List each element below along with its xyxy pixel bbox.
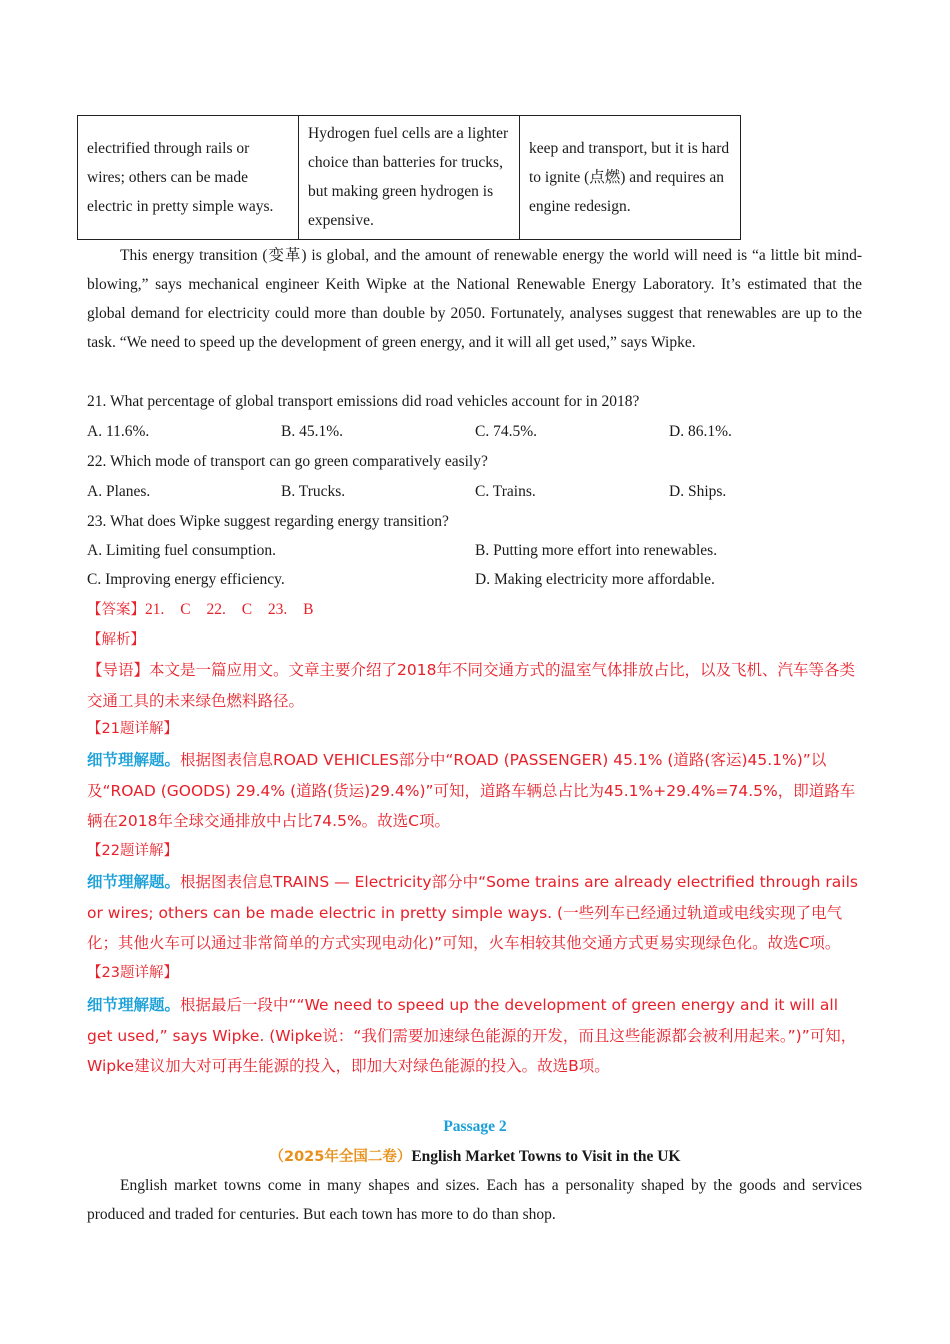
q21-option-a: A. 11.6%. (87, 423, 150, 440)
passage2-source: （2025年全国二卷） (269, 1149, 412, 1165)
answer-text: 21. C 22. C 23. B (145, 601, 314, 618)
transport-table (77, 115, 741, 240)
answer-line (87, 595, 862, 625)
detail-23-text: 根据最后一段中““We need to speed up the development of green energy and it will all get used,” says Wipke. (Wipke说：“我们需要加速绿色能源的开发，而且这些能源都会被利用起来。”)”可知，Wipke建议加大对可再生能源的投入，即加大对绿色能源的投入。故选B项。 (87, 996, 857, 1075)
detail-23-type: 细节理解题。 (87, 996, 181, 1014)
guide-paragraph (87, 655, 862, 716)
detail-22-type: 细节理解题。 (87, 873, 181, 891)
detail-22-label: 【22题详解】 (87, 843, 178, 859)
question-21: 21. What percentage of global transport emissions did road vehicles account for in 2018? (87, 393, 640, 410)
q23-option-c: C. Improving energy efficiency. (87, 571, 285, 588)
passage2-heading: Passage 2 (443, 1118, 507, 1135)
q23-option-a: A. Limiting fuel consumption. (87, 542, 276, 559)
question-22: 22. Which mode of transport can go green comparatively easily? (87, 453, 488, 470)
table-cell-ships: keep and transport, but it is hard to ignite (点燃) and requires an engine redesign. (520, 116, 741, 240)
q21-option-b: B. 45.1%. (281, 423, 343, 440)
q22-option-c: C. Trains. (475, 483, 536, 500)
question-23: 23. What does Wipke suggest regarding energy transition? (87, 513, 449, 530)
guide-text: 本文是一篇应用文。文章主要介绍了2018年不同交通方式的温室气体排放占比，以及飞机、汽车等各类交通工具的未来绿色燃料路径。 (87, 661, 855, 710)
analysis-label: 【解析】 (87, 632, 145, 648)
detail-23-label: 【23题详解】 (87, 965, 178, 981)
table-cell-trucks: Hydrogen fuel cells are a lighter choice than batteries for trucks, but making green hydrogen is expensive. (299, 116, 520, 240)
answer-label: 【答案】 (87, 602, 145, 618)
table-cell-trains: electrified through rails or wires; others can be made electric in pretty simple ways. (78, 116, 299, 240)
passage1-paragraph: This energy transition (变革) is global, and the amount of renewable energy the world will need is “a little bit mind-blowing,” says mechanical engineer Keith Wipke at the National Renewable Energy Laboratory. It’s estimated that the global demand for electricity could more than double by 2050. Fortunately, analyses suggest that renewables are up to the task. “We need to speed up the development of green energy, and it will all get used,” says Wipke. (87, 247, 862, 351)
table-row (78, 116, 741, 240)
detail-23-paragraph (87, 990, 862, 1082)
q21-option-c: C. 74.5%. (475, 423, 537, 440)
guide-label: 【导语】 (87, 661, 150, 679)
passage2-title-line (0, 1142, 950, 1172)
detail-21-paragraph (87, 745, 862, 837)
q22-option-a: A. Planes. (87, 483, 151, 500)
q22-option-d: D. Ships. (669, 483, 727, 500)
passage2-title: English Market Towns to Visit in the UK (411, 1148, 681, 1165)
passage2-paragraph: English market towns come in many shapes and sizes. Each has a personality shaped by the goods and services produced and traded for centuries. But each town has more to do than shop. (87, 1177, 862, 1223)
detail-21-text: 根据图表信息ROAD VEHICLES部分中“ROAD (PASSENGER) 45.1% (道路(客运)45.1%)”以及“ROAD (GOODS) 29.4% (道路(货运)29.4%)”可知，道路车辆总占比为45.1%+29.4%=74.5%，即道路车辆在2018年全球交通排放中占比74.5%。故选C项。 (87, 751, 856, 830)
q22-option-b: B. Trucks. (281, 483, 346, 500)
q21-option-d: D. 86.1%. (669, 423, 732, 440)
detail-22-paragraph (87, 867, 862, 959)
q23-option-b: B. Putting more effort into renewables. (475, 542, 718, 559)
detail-21-type: 细节理解题。 (87, 751, 181, 769)
q23-option-d: D. Making electricity more affordable. (475, 571, 715, 588)
detail-21-label: 【21题详解】 (87, 721, 178, 737)
detail-22-text: 根据图表信息TRAINS — Electricity部分中“Some trains are already electrified through rails or wires; others can be made electric in pretty simple ways. (一些列车已经通过轨道或电线实现了电气化；其他火车可以通过非常简单的方式实现电动化)”可知，火车相较其他交通方式更易实现绿色化。故选C项。 (87, 873, 858, 952)
